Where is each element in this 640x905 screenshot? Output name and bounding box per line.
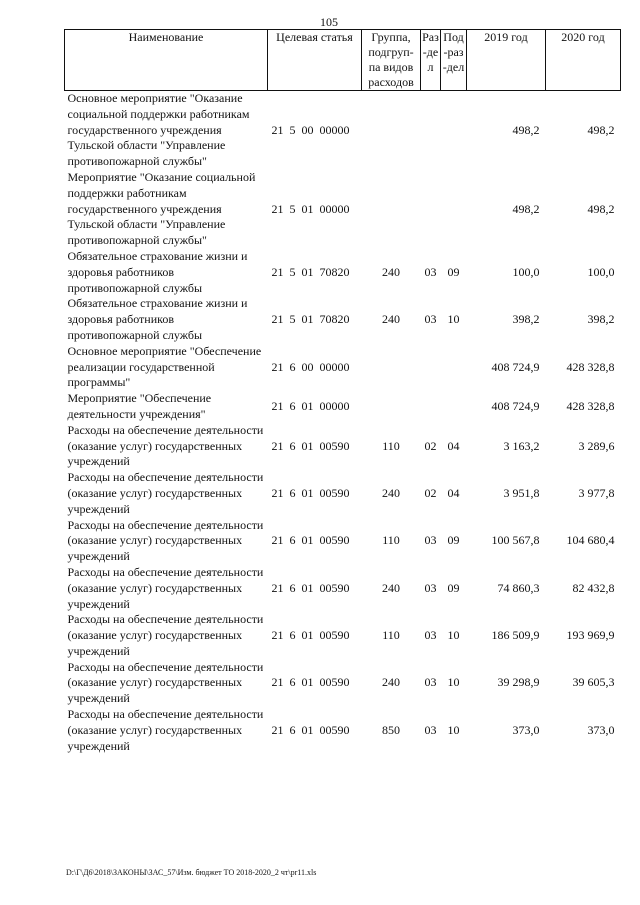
row-group: 850: [382, 722, 400, 737]
row-target-code: 21 6 01 00590: [271, 485, 350, 500]
row-target-code: 21 5 01 00000: [271, 201, 350, 216]
row-name: Мероприятие "Оказание социальной поддержки работникам государственного учреждения Тульской области "Управление противопожарной службы": [67, 169, 256, 248]
row-section: [421, 391, 441, 423]
row-section: 03: [424, 312, 437, 327]
row-group: 110: [382, 438, 400, 453]
row-group: 240: [382, 675, 400, 690]
row-value-2020: 104 680,4: [566, 533, 615, 548]
row-value-2019: 74 860,3: [497, 580, 540, 595]
row-value-2020: 193 969,9: [566, 628, 615, 643]
row-target-code: 21 6 01 00590: [271, 533, 350, 548]
row-value-2020: 100,0: [587, 264, 615, 279]
row-subsection: 09: [447, 533, 460, 548]
row-value-2020: 498,2: [587, 122, 615, 137]
row-group: 240: [382, 312, 400, 327]
page-number: 105: [320, 15, 338, 29]
row-section: 02: [424, 438, 437, 453]
row-group: [362, 170, 421, 249]
row-target-code: 21 5 00 00000: [271, 122, 350, 137]
header-group: Группа, подгруп-па видов расходов: [362, 30, 421, 91]
row-value-2020: 398,2: [587, 312, 615, 327]
row-group: [362, 391, 421, 423]
row-value-2019: 186 509,9: [491, 628, 540, 643]
row-value-2019: 3 951,8: [503, 485, 540, 500]
table-row: [65, 391, 621, 423]
header-name: Наименование: [65, 30, 268, 91]
row-value-2019: 408 724,9: [491, 399, 540, 414]
row-subsection: 04: [447, 485, 460, 500]
header-section: Раз-дел: [421, 30, 441, 91]
row-value-2020: 3 977,8: [578, 485, 615, 500]
row-subsection: 10: [447, 628, 460, 643]
table-row: [65, 91, 621, 170]
table-row: [65, 518, 621, 565]
row-value-2019: 498,2: [512, 201, 540, 216]
row-value-2020: 428 328,8: [566, 399, 615, 414]
row-name: Расходы на обеспечение деятельности (оказание услуг) государственных учреждений: [67, 707, 264, 753]
row-section: 03: [424, 580, 437, 595]
footer-file-path: D:\Г\Д6\2018\ЗАКОНЫ\ЗАС_57\Изм. бюджет ТО 2018-2020_2 чт\pr11.xls: [66, 868, 317, 877]
row-group: 110: [382, 628, 400, 643]
row-target-code: 21 6 01 00000: [271, 399, 350, 414]
table-row: [65, 344, 621, 391]
row-target-code: 21 6 01 00590: [271, 722, 350, 737]
row-value-2020: 39 605,3: [572, 675, 615, 690]
row-name: Расходы на обеспечение деятельности (оказание услуг) государственных учреждений: [67, 612, 264, 658]
row-value-2020: 82 432,8: [572, 580, 615, 595]
row-subsection: [441, 391, 467, 423]
row-subsection: [441, 344, 467, 391]
row-subsection: 09: [447, 264, 460, 279]
row-value-2019: 498,2: [512, 122, 540, 137]
row-value-2019: 100 567,8: [491, 533, 540, 548]
row-name: Расходы на обеспечение деятельности (оказание услуг) государственных учреждений: [67, 422, 264, 469]
row-subsection: 10: [447, 312, 460, 327]
row-value-2020: 3 289,6: [578, 438, 615, 453]
row-value-2019: 398,2: [512, 312, 540, 327]
row-section: 03: [424, 722, 437, 737]
table-row: [65, 249, 621, 296]
header-subsection: Под-раз-дел: [441, 30, 467, 91]
row-value-2020: 373,0: [587, 722, 615, 737]
table-row: [65, 170, 621, 249]
row-section: 02: [424, 485, 437, 500]
row-group: [362, 344, 421, 391]
table-row: [65, 470, 621, 517]
table-row: [65, 612, 621, 659]
row-section: [421, 91, 441, 170]
row-section: [421, 170, 441, 249]
header-2020: 2020 год: [546, 30, 621, 91]
row-section: [421, 344, 441, 391]
row-value-2019: 100,0: [512, 264, 540, 279]
row-subsection: 09: [447, 580, 460, 595]
row-value-2019: 3 163,2: [503, 438, 540, 453]
row-value-2020: 428 328,8: [566, 359, 615, 374]
row-target-code: 21 5 01 70820: [271, 312, 350, 327]
row-value-2019: 408 724,9: [491, 359, 540, 374]
row-group: [362, 91, 421, 170]
row-target-code: 21 6 01 00590: [271, 675, 350, 690]
header-target: Целевая статья: [268, 30, 362, 91]
row-name: Расходы на обеспечение деятельности (оказание услуг) государственных учреждений: [67, 659, 264, 706]
row-name: Расходы на обеспечение деятельности (оказание услуг) государственных учреждений: [67, 517, 264, 564]
header-2019: 2019 год: [467, 30, 546, 91]
table-row: [65, 565, 621, 612]
table-row: [65, 296, 621, 343]
row-section: 03: [424, 675, 437, 690]
table-row: [65, 707, 621, 754]
budget-table: [64, 29, 621, 754]
row-subsection: 10: [447, 675, 460, 690]
row-value-2019: 373,0: [512, 722, 540, 737]
row-section: 03: [424, 533, 437, 548]
table-header-row: [65, 30, 621, 91]
row-section: 03: [424, 264, 437, 279]
row-name: Основное мероприятие "Обеспечение реализации государственной программы": [67, 343, 262, 390]
row-name: Расходы на обеспечение деятельности (оказание услуг) государственных учреждений: [67, 564, 264, 611]
row-target-code: 21 6 00 00000: [271, 359, 350, 374]
row-value-2019: 39 298,9: [497, 675, 540, 690]
row-target-code: 21 6 01 00590: [271, 438, 350, 453]
row-group: 240: [382, 264, 400, 279]
row-name: Мероприятие "Обеспечение деятельности учреждения": [67, 391, 212, 421]
table-row: [65, 423, 621, 470]
row-subsection: 04: [447, 438, 460, 453]
row-target-code: 21 6 01 00590: [271, 628, 350, 643]
row-group: 240: [382, 485, 400, 500]
row-group: 240: [382, 580, 400, 595]
row-section: 03: [424, 628, 437, 643]
row-name: Расходы на обеспечение деятельности (оказание услуг) государственных учреждений: [67, 470, 264, 516]
row-target-code: 21 5 01 70820: [271, 264, 350, 279]
row-name: Обязательное страхование жизни и здоровья работников противопожарной службы: [67, 248, 248, 295]
row-group: 110: [382, 533, 400, 548]
row-value-2020: 498,2: [587, 201, 615, 216]
row-subsection: 10: [447, 722, 460, 737]
row-name: Обязательное страхование жизни и здоровья работников противопожарной службы: [67, 296, 248, 342]
row-subsection: [441, 91, 467, 170]
row-name: Основное мероприятие "Оказание социальной поддержки работникам государственного учреждения Тульской области "Управление противопожарной службы": [67, 91, 250, 169]
table-row: [65, 660, 621, 707]
row-subsection: [441, 170, 467, 249]
row-target-code: 21 6 01 00590: [271, 580, 350, 595]
